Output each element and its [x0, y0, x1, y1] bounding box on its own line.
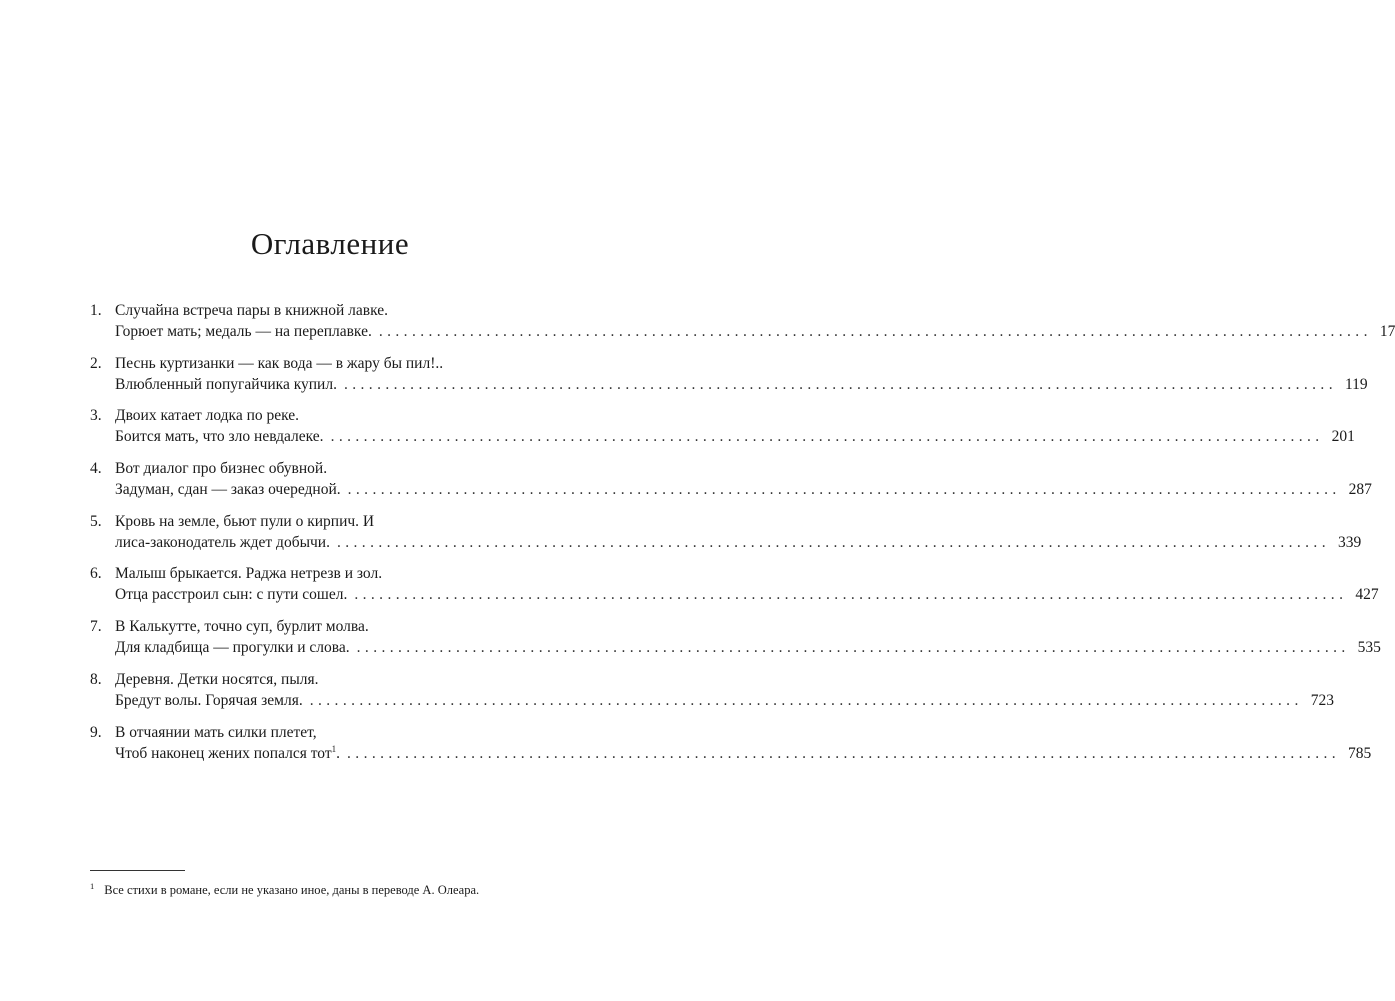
toc-entry-line2-row — [115, 637, 1381, 658]
toc-entry-line2-wrap: Чтоб наконец жених попался тот$^1$. — [115, 743, 341, 762]
dot-leader: ........................................................................................................................ — [378, 323, 1372, 340]
toc-entry-line2: Задуман, сдан — заказ очередной. — [115, 481, 341, 499]
toc-entry-number: 7. — [90, 618, 102, 636]
toc-entry-line2-row — [115, 743, 1372, 764]
toc-entry[interactable] — [90, 616, 1381, 658]
toc-entry[interactable] — [90, 722, 1372, 764]
toc-entry-line1: Деревня. Детки носятся, пыля. — [115, 670, 319, 688]
toc-entry-text — [115, 300, 1395, 342]
toc-entry-line2-row — [115, 690, 1334, 711]
toc-entry-text — [115, 669, 1334, 711]
toc-entry-text — [115, 722, 1372, 764]
toc-entry-line2: Бредут волы. Горячая земля. — [115, 691, 303, 709]
toc-entry-text — [115, 405, 1355, 447]
dot-leader: ........................................................................................................................ — [347, 481, 1341, 499]
toc-entry-line2-wrap — [115, 690, 303, 711]
toc-entry-line2: Боится мать, что зло невдалеке. — [115, 428, 324, 446]
toc-entry-line1: В Калькутте, точно суп, бурлит молва. — [115, 618, 369, 636]
table-of-contents — [90, 300, 1395, 774]
toc-entry-line2: лиса-законодатель ждет добычи. — [115, 533, 330, 551]
toc-entry-number: 8. — [90, 670, 102, 688]
toc-entry-text — [115, 616, 1381, 658]
toc-entry[interactable] — [90, 669, 1334, 711]
dot-leader: ........................................................................................................................ — [354, 586, 1348, 604]
page-title: Оглавление — [250, 226, 410, 261]
dot-leader: ........................................................................................................................ — [347, 744, 1341, 762]
toc-entry[interactable] — [90, 405, 1355, 447]
footnote-text: Все стихи в романе, если не указано иное, даны в переводе А. Олеара. — [104, 883, 480, 897]
dot-leader: ........................................................................................................................ — [356, 639, 1350, 657]
toc-page-number: 723 — [1310, 691, 1334, 709]
toc-page-number: 339 — [1337, 533, 1362, 551]
dot-leader: ........................................................................................................................ — [343, 375, 1337, 393]
toc-entry-line2-wrap — [115, 532, 330, 553]
dot-leader: ........................................................................................................................ — [330, 428, 1324, 446]
toc-entry-line2: Влюбленный попугайчика купил. — [115, 375, 337, 393]
toc-entry-line1: Вот диалог про бизнес обувной. — [115, 460, 328, 478]
toc-entry-line2-row — [115, 479, 1372, 500]
toc-page-number: 287 — [1348, 481, 1372, 499]
toc-page-number: 427 — [1355, 586, 1379, 604]
toc-page-number: 201 — [1331, 428, 1355, 446]
toc-entry-line2-wrap — [115, 374, 337, 395]
toc-entry-line2: Горюет мать; медаль — на переплавке. — [115, 323, 372, 340]
toc-page-number: 785 — [1348, 744, 1372, 762]
toc-entry-line1: Песнь куртизанки — как вода — в жару бы пил!.. — [115, 354, 444, 372]
toc-entry[interactable] — [90, 563, 1379, 605]
toc-entry-line2-row — [115, 321, 1395, 342]
footnote-reference[interactable]: 1 — [331, 743, 337, 754]
toc-entry-line2-wrap — [115, 426, 324, 447]
toc-entry-line1: Кровь на земле, бьют пули о кирпич. И — [115, 512, 375, 530]
toc-entry-number: 1. — [90, 302, 102, 319]
toc-entry-text — [115, 511, 1362, 553]
toc-entry[interactable] — [90, 458, 1372, 500]
toc-entry-line2-row — [115, 374, 1368, 395]
toc-entry-number: 9. — [90, 723, 102, 741]
toc-entry-line1: Случайна встреча пары в книжной лавке. — [115, 302, 388, 319]
toc-entry-line2-row — [115, 584, 1379, 605]
toc-entry-text — [115, 458, 1372, 500]
toc-entry-number: 6. — [90, 565, 102, 583]
dot-leader: ........................................................................................................................ — [336, 533, 1330, 551]
toc-entry[interactable] — [90, 511, 1362, 553]
toc-page-number: 17 — [1379, 323, 1395, 340]
toc-entry-line1: В отчаянии мать силки плетет, — [115, 723, 317, 741]
toc-entry-text — [115, 353, 1368, 395]
toc-entry-line2-wrap — [115, 479, 341, 500]
footnote-divider — [90, 870, 185, 871]
footnote-mark: 1 — [90, 880, 95, 891]
toc-entry-line2-row — [115, 426, 1355, 447]
toc-entry-line2-wrap — [115, 584, 347, 605]
toc-entry-line2: Чтоб наконец жених попался тот — [115, 744, 332, 762]
toc-entry[interactable] — [90, 353, 1368, 395]
footnote — [90, 882, 570, 898]
toc-entry-line2-wrap — [115, 637, 350, 658]
toc-entry-line2: Отца расстроил сын: с пути сошел. — [115, 586, 348, 604]
toc-entry-number: 2. — [90, 354, 102, 372]
toc-entry-line1: Малыш брыкается. Раджа нетрезв и зол. — [115, 565, 383, 583]
toc-page-number: 535 — [1357, 639, 1381, 657]
toc-entry-line2: Для кладбища — прогулки и слова. — [115, 639, 350, 657]
toc-entry-line1: Двоих катает лодка по реке. — [115, 407, 300, 425]
toc-entry-line2-row — [115, 532, 1362, 553]
toc-entry-text — [115, 563, 1379, 605]
toc-entry-number: 3. — [90, 407, 102, 425]
toc-entry-number: 4. — [90, 460, 102, 478]
toc-page-number: 119 — [1344, 375, 1368, 393]
toc-entry[interactable] — [90, 300, 1395, 342]
toc-entry-line2-wrap — [115, 321, 372, 342]
toc-entry-number: 5. — [90, 512, 102, 530]
dot-leader: ........................................................................................................................ — [309, 691, 1303, 709]
